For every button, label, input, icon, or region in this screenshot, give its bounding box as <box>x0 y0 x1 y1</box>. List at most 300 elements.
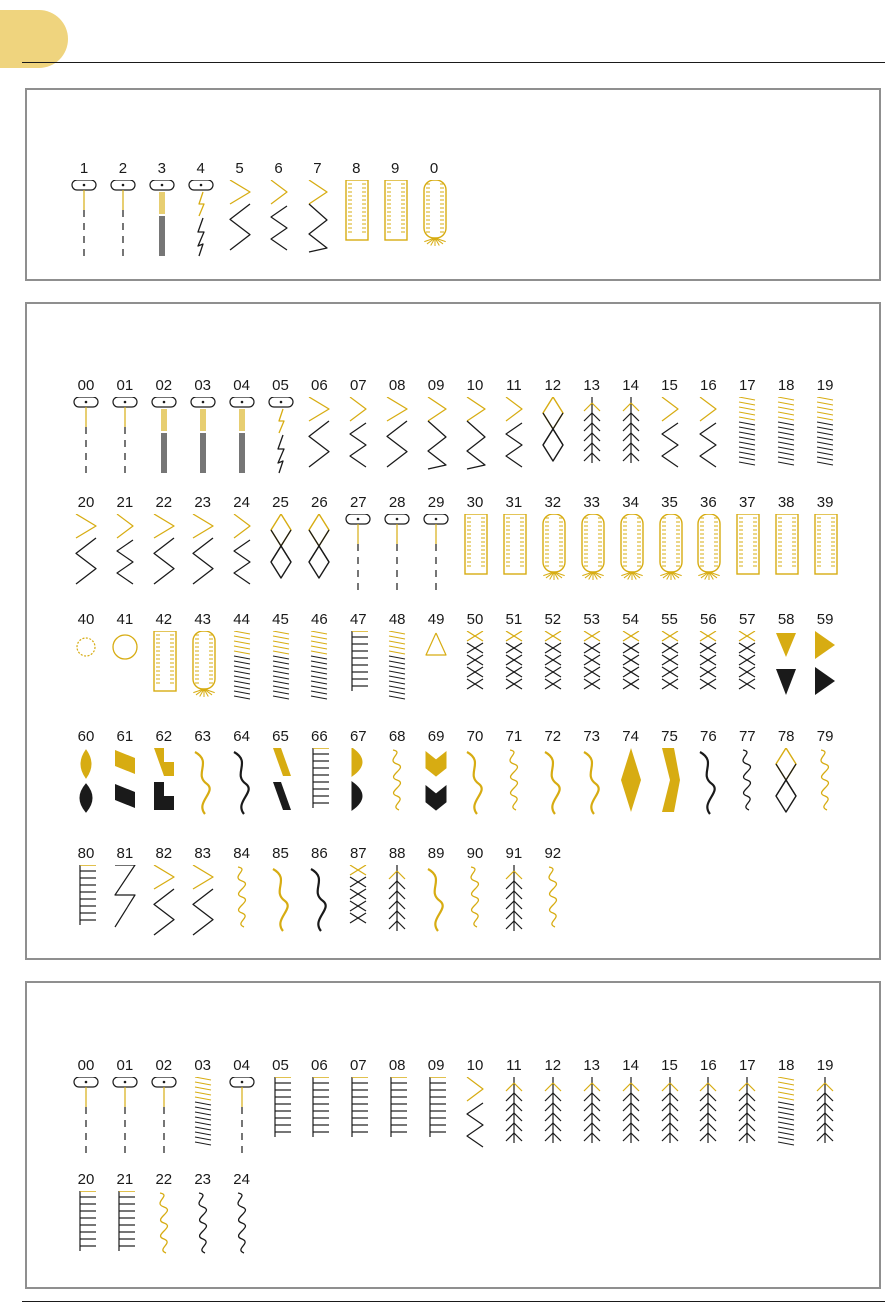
stitch-number: 00 <box>77 377 95 394</box>
stitch-pattern <box>535 494 571 604</box>
stitch-pattern <box>224 728 260 838</box>
stitch-glyph-icon <box>731 397 763 475</box>
stitch-glyph-icon <box>498 865 530 943</box>
stitch-number: 45 <box>272 611 289 628</box>
stitch-pattern <box>224 494 260 604</box>
stitch-glyph-icon <box>615 748 647 826</box>
stitch-glyph-icon <box>109 1191 141 1269</box>
stitch-glyph-icon <box>615 1077 647 1155</box>
stitch-number: 19 <box>816 1057 834 1074</box>
stitch-pattern <box>263 845 299 955</box>
stitch-pattern <box>690 728 726 838</box>
stitch-glyph-icon <box>224 180 256 258</box>
stitch-number: 08 <box>388 377 406 394</box>
stitch-number: 51 <box>505 611 523 628</box>
stitch-pattern <box>68 1171 104 1281</box>
stitch-pattern <box>690 1057 726 1167</box>
stitch-number: 70 <box>466 728 484 745</box>
stitch-pattern <box>807 377 843 487</box>
stitch-number: 53 <box>583 611 601 628</box>
stitch-glyph-icon <box>381 514 413 592</box>
stitch-glyph-icon <box>187 514 219 592</box>
stitch-glyph-icon <box>731 631 763 709</box>
stitch-number: 81 <box>116 845 134 862</box>
stitch-pattern <box>185 611 221 721</box>
stitch-glyph-icon <box>654 1077 686 1155</box>
stitch-glyph-icon <box>615 514 647 592</box>
stitch-glyph-icon <box>342 1077 374 1155</box>
stitch-number: 76 <box>700 728 717 745</box>
stitch-glyph-icon <box>148 631 180 709</box>
stitch-number: 86 <box>311 845 328 862</box>
stitch-panel-quilt <box>25 981 881 1289</box>
stitch-pattern <box>496 1057 532 1167</box>
stitch-number: 01 <box>116 377 134 394</box>
stitch-pattern <box>224 611 260 721</box>
stitch-glyph-icon <box>263 180 295 258</box>
stitch-glyph-icon <box>340 180 372 258</box>
stitch-pattern <box>263 377 299 487</box>
stitch-glyph-icon <box>342 748 374 826</box>
stitch-glyph-icon <box>615 631 647 709</box>
stitch-number: 46 <box>311 611 328 628</box>
stitch-glyph-icon <box>654 631 686 709</box>
stitch-glyph-icon <box>187 1191 219 1269</box>
stitch-glyph-icon <box>70 865 102 943</box>
stitch-glyph-icon <box>537 1077 569 1155</box>
stitch-pattern <box>107 845 143 955</box>
stitch-number: 1 <box>79 160 89 177</box>
stitch-number: 89 <box>427 845 445 862</box>
stitch-glyph-icon <box>420 631 452 709</box>
stitch-pattern <box>574 494 610 604</box>
stitch-number: 58 <box>777 611 795 628</box>
stitch-number: 21 <box>116 494 134 511</box>
stitch-pattern <box>690 494 726 604</box>
stitch-pattern <box>457 728 493 838</box>
stitch-number: 44 <box>233 611 250 628</box>
chapter-tab <box>0 10 68 68</box>
stitch-number: 8 <box>352 160 361 177</box>
stitch-number: 05 <box>272 377 289 394</box>
stitch-glyph-icon <box>615 397 647 475</box>
stitch-number: 90 <box>466 845 484 862</box>
stitch-pattern <box>340 845 376 955</box>
stitch-pattern <box>457 845 493 955</box>
stitch-panel-practical <box>25 88 881 281</box>
stitch-pattern <box>66 160 102 270</box>
stitch-pattern <box>183 160 219 270</box>
stitch-number: 31 <box>505 494 523 511</box>
stitch-pattern <box>224 1171 260 1281</box>
stitch-glyph-icon <box>109 1077 141 1155</box>
stitch-number: 69 <box>427 728 445 745</box>
stitch-number: 16 <box>700 377 717 394</box>
stitch-number: 92 <box>544 845 562 862</box>
stitch-pattern <box>807 494 843 604</box>
stitch-glyph-icon <box>731 1077 763 1155</box>
stitch-pattern <box>418 728 454 838</box>
stitch-pattern <box>496 377 532 487</box>
stitch-pattern <box>807 611 843 721</box>
stitch-glyph-icon <box>731 514 763 592</box>
stitch-panel-decorative <box>25 302 881 960</box>
stitch-glyph-icon <box>381 748 413 826</box>
stitch-pattern <box>496 845 532 955</box>
stitch-number: 82 <box>155 845 173 862</box>
stitch-glyph-icon <box>576 748 608 826</box>
stitch-pattern <box>144 160 180 270</box>
stitch-glyph-icon <box>576 1077 608 1155</box>
stitch-pattern <box>146 611 182 721</box>
stitch-pattern <box>68 1057 104 1167</box>
stitch-pattern <box>224 377 260 487</box>
stitch-number: 27 <box>349 494 367 511</box>
stitch-glyph-icon <box>70 514 102 592</box>
stitch-glyph-icon <box>770 631 802 709</box>
stitch-pattern <box>377 160 413 270</box>
stitch-pattern <box>340 377 376 487</box>
stitch-pattern <box>768 494 804 604</box>
stitch-glyph-icon <box>187 1077 219 1155</box>
stitch-pattern <box>68 728 104 838</box>
stitch-number: 59 <box>816 611 834 628</box>
stitch-pattern <box>729 1057 765 1167</box>
stitch-number: 34 <box>622 494 639 511</box>
stitch-number: 57 <box>738 611 756 628</box>
stitch-glyph-icon <box>70 631 102 709</box>
stitch-number: 40 <box>77 611 95 628</box>
stitch-glyph-icon <box>265 1077 297 1155</box>
stitch-glyph-icon <box>342 514 374 592</box>
stitch-glyph-icon <box>418 180 450 258</box>
stitch-number: 83 <box>194 845 212 862</box>
stitch-number: 03 <box>194 1057 212 1074</box>
stitch-pattern <box>379 494 415 604</box>
stitch-number: 25 <box>272 494 289 511</box>
stitch-pattern <box>652 494 688 604</box>
stitch-pattern <box>338 160 374 270</box>
stitch-glyph-icon <box>226 748 258 826</box>
stitch-number: 77 <box>738 728 756 745</box>
stitch-glyph-icon <box>265 865 297 943</box>
stitch-number: 6 <box>274 160 283 177</box>
stitch-pattern <box>185 377 221 487</box>
stitch-pattern <box>574 1057 610 1167</box>
stitch-pattern <box>263 728 299 838</box>
stitch-number: 41 <box>116 611 134 628</box>
stitch-glyph-icon <box>381 397 413 475</box>
stitch-number: 12 <box>544 1057 562 1074</box>
stitch-pattern <box>418 377 454 487</box>
stitch-pattern <box>379 377 415 487</box>
stitch-number: 65 <box>272 728 289 745</box>
stitch-glyph-icon <box>265 748 297 826</box>
stitch-glyph-icon <box>146 180 178 258</box>
stitch-number: 32 <box>544 494 562 511</box>
stitch-number: 15 <box>661 377 678 394</box>
stitch-pattern <box>574 377 610 487</box>
stitch-number: 67 <box>349 728 367 745</box>
stitch-number: 20 <box>77 494 95 511</box>
stitch-pattern <box>146 728 182 838</box>
stitch-number: 5 <box>235 160 244 177</box>
stitch-pattern <box>146 494 182 604</box>
stitch-number: 80 <box>77 845 95 862</box>
stitch-number: 12 <box>544 377 562 394</box>
stitch-glyph-icon <box>537 514 569 592</box>
stitch-glyph-icon <box>301 180 333 258</box>
stitch-number: 88 <box>388 845 406 862</box>
stitch-glyph-icon <box>148 1077 180 1155</box>
stitch-glyph-icon <box>420 514 452 592</box>
stitch-number: 10 <box>466 1057 484 1074</box>
stitch-glyph-icon <box>576 514 608 592</box>
stitch-number: 14 <box>622 1057 639 1074</box>
stitch-pattern <box>574 611 610 721</box>
stitch-number: 49 <box>427 611 445 628</box>
stitch-glyph-icon <box>731 748 763 826</box>
stitch-pattern <box>301 845 337 955</box>
stitch-glyph-icon <box>265 397 297 475</box>
stitch-glyph-icon <box>770 514 802 592</box>
stitch-glyph-icon <box>692 631 724 709</box>
stitch-glyph-icon <box>303 748 335 826</box>
stitch-number: 71 <box>505 728 523 745</box>
stitch-pattern <box>652 728 688 838</box>
stitch-number: 2 <box>118 160 128 177</box>
stitch-glyph-icon <box>187 748 219 826</box>
stitch-number: 20 <box>77 1171 95 1188</box>
stitch-glyph-icon <box>654 397 686 475</box>
stitch-pattern <box>768 728 804 838</box>
stitch-number: 02 <box>155 377 173 394</box>
stitch-pattern <box>652 377 688 487</box>
stitch-number: 06 <box>311 377 328 394</box>
stitch-number: 47 <box>349 611 367 628</box>
stitch-number: 26 <box>311 494 328 511</box>
stitch-number: 03 <box>194 377 212 394</box>
stitch-number: 0 <box>429 160 439 177</box>
stitch-glyph-icon <box>70 397 102 475</box>
stitch-pattern <box>416 160 452 270</box>
stitch-number: 43 <box>194 611 212 628</box>
stitch-pattern <box>301 728 337 838</box>
stitch-pattern <box>107 1171 143 1281</box>
stitch-pattern <box>496 494 532 604</box>
stitch-number: 62 <box>155 728 173 745</box>
stitch-number: 11 <box>506 377 522 394</box>
stitch-pattern <box>107 728 143 838</box>
stitch-glyph-icon <box>537 748 569 826</box>
stitch-number: 39 <box>816 494 834 511</box>
stitch-pattern <box>379 845 415 955</box>
stitch-pattern <box>107 494 143 604</box>
stitch-number: 56 <box>700 611 717 628</box>
stitch-pattern <box>729 611 765 721</box>
stitch-number: 13 <box>583 1057 601 1074</box>
stitch-pattern <box>613 728 649 838</box>
stitch-pattern <box>185 1057 221 1167</box>
stitch-glyph-icon <box>109 631 141 709</box>
stitch-number: 02 <box>155 1057 173 1074</box>
stitch-number: 24 <box>233 1171 250 1188</box>
stitch-pattern <box>299 160 335 270</box>
stitch-number: 22 <box>155 1171 173 1188</box>
stitch-glyph-icon <box>303 865 335 943</box>
stitch-glyph-icon <box>70 748 102 826</box>
stitch-pattern <box>261 160 297 270</box>
stitch-number: 75 <box>661 728 678 745</box>
stitch-glyph-icon <box>420 748 452 826</box>
stitch-glyph-icon <box>107 180 139 258</box>
stitch-pattern <box>613 494 649 604</box>
stitch-glyph-icon <box>654 748 686 826</box>
stitch-glyph-icon <box>70 1191 102 1269</box>
stitch-number: 33 <box>583 494 601 511</box>
stitch-glyph-icon <box>576 631 608 709</box>
stitch-number: 15 <box>661 1057 678 1074</box>
stitch-pattern <box>535 611 571 721</box>
stitch-number: 73 <box>583 728 601 745</box>
stitch-number: 72 <box>544 728 562 745</box>
stitch-pattern <box>613 611 649 721</box>
stitch-number: 68 <box>388 728 406 745</box>
stitch-number: 35 <box>661 494 678 511</box>
stitch-glyph-icon <box>187 631 219 709</box>
stitch-number: 08 <box>388 1057 406 1074</box>
stitch-pattern <box>418 845 454 955</box>
stitch-glyph-icon <box>498 748 530 826</box>
stitch-pattern <box>768 1057 804 1167</box>
stitch-glyph-icon <box>809 631 841 709</box>
stitch-pattern <box>652 611 688 721</box>
stitch-number: 66 <box>311 728 328 745</box>
stitch-pattern <box>146 1171 182 1281</box>
stitch-glyph-icon <box>420 865 452 943</box>
stitch-pattern <box>185 494 221 604</box>
stitch-pattern <box>301 377 337 487</box>
stitch-pattern <box>535 377 571 487</box>
stitch-glyph-icon <box>498 1077 530 1155</box>
stitch-glyph-icon <box>226 865 258 943</box>
stitch-glyph-icon <box>342 397 374 475</box>
stitch-number: 87 <box>349 845 367 862</box>
stitch-number: 42 <box>155 611 173 628</box>
stitch-number: 61 <box>116 728 134 745</box>
stitch-glyph-icon <box>770 748 802 826</box>
stitch-glyph-icon <box>420 397 452 475</box>
stitch-glyph-icon <box>187 397 219 475</box>
stitch-number: 36 <box>700 494 717 511</box>
stitch-glyph-icon <box>459 514 491 592</box>
stitch-glyph-icon <box>809 397 841 475</box>
stitch-pattern <box>68 494 104 604</box>
stitch-pattern <box>379 728 415 838</box>
stitch-glyph-icon <box>770 1077 802 1155</box>
stitch-number: 60 <box>77 728 95 745</box>
stitch-glyph-icon <box>187 865 219 943</box>
stitch-glyph-icon <box>459 748 491 826</box>
stitch-glyph-icon <box>303 514 335 592</box>
stitch-glyph-icon <box>226 631 258 709</box>
stitch-pattern <box>457 377 493 487</box>
stitch-number: 22 <box>155 494 173 511</box>
stitch-pattern <box>807 728 843 838</box>
stitch-number: 9 <box>391 160 400 177</box>
stitch-pattern <box>263 1057 299 1167</box>
stitch-glyph-icon <box>68 180 100 258</box>
stitch-number: 13 <box>583 377 601 394</box>
stitch-number: 04 <box>233 1057 250 1074</box>
stitch-pattern <box>263 611 299 721</box>
stitch-number: 06 <box>311 1057 328 1074</box>
stitch-number: 28 <box>388 494 406 511</box>
stitch-pattern <box>768 611 804 721</box>
stitch-pattern <box>457 1057 493 1167</box>
stitch-pattern <box>535 1057 571 1167</box>
stitch-pattern <box>340 494 376 604</box>
stitch-pattern <box>613 1057 649 1167</box>
stitch-pattern <box>68 611 104 721</box>
stitch-glyph-icon <box>770 397 802 475</box>
stitch-pattern <box>185 845 221 955</box>
stitch-glyph-icon <box>265 631 297 709</box>
stitch-pattern <box>729 494 765 604</box>
stitch-glyph-icon <box>498 514 530 592</box>
stitch-pattern <box>729 377 765 487</box>
stitch-pattern <box>574 728 610 838</box>
stitch-pattern <box>68 845 104 955</box>
stitch-glyph-icon <box>379 180 411 258</box>
stitch-number: 91 <box>505 845 523 862</box>
stitch-number: 09 <box>427 377 445 394</box>
stitch-pattern <box>613 377 649 487</box>
stitch-glyph-icon <box>109 748 141 826</box>
stitch-number: 18 <box>777 1057 795 1074</box>
stitch-pattern <box>768 377 804 487</box>
stitch-number: 23 <box>194 494 212 511</box>
stitch-glyph-icon <box>109 514 141 592</box>
stitch-pattern <box>535 728 571 838</box>
stitch-number: 48 <box>388 611 406 628</box>
stitch-glyph-icon <box>303 397 335 475</box>
stitch-pattern <box>379 1057 415 1167</box>
stitch-pattern <box>301 1057 337 1167</box>
stitch-number: 84 <box>233 845 250 862</box>
stitch-pattern <box>418 611 454 721</box>
footer-rule <box>22 1301 885 1302</box>
stitch-glyph-icon <box>420 1077 452 1155</box>
stitch-number: 54 <box>622 611 639 628</box>
stitch-number: 21 <box>116 1171 134 1188</box>
stitch-pattern <box>418 1057 454 1167</box>
stitch-pattern <box>146 1057 182 1167</box>
stitch-number: 23 <box>194 1171 212 1188</box>
stitch-number: 16 <box>700 1057 717 1074</box>
stitch-number: 00 <box>77 1057 95 1074</box>
stitch-number: 29 <box>427 494 445 511</box>
stitch-glyph-icon <box>692 514 724 592</box>
stitch-number: 38 <box>777 494 795 511</box>
stitch-number: 10 <box>466 377 484 394</box>
stitch-number: 63 <box>194 728 212 745</box>
stitch-pattern <box>107 611 143 721</box>
stitch-glyph-icon <box>342 631 374 709</box>
stitch-pattern <box>68 377 104 487</box>
stitch-glyph-icon <box>809 748 841 826</box>
stitch-pattern <box>340 1057 376 1167</box>
